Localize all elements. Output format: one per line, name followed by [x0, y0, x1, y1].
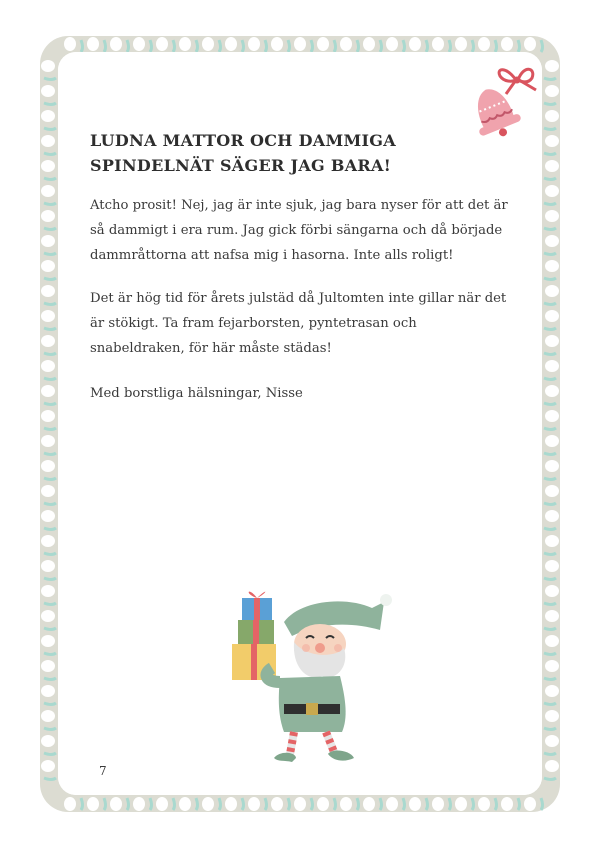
border-scallop: [545, 610, 559, 622]
border-sprig: [44, 78, 56, 80]
border-sprig: [544, 103, 556, 105]
page-number: 7: [99, 764, 107, 778]
border-sprig: [44, 203, 56, 205]
border-scallop: [478, 797, 490, 811]
border-scallop: [87, 797, 99, 811]
border-scallop: [156, 37, 168, 51]
border-sprig: [544, 203, 556, 205]
border-sprig: [544, 603, 556, 605]
border-sprig: [44, 503, 56, 505]
border-scallop: [271, 797, 283, 811]
border-sprig: [544, 353, 556, 355]
border-sprig: [544, 528, 556, 530]
border-scallop: [41, 310, 55, 322]
border-scallop: [225, 37, 237, 51]
border-scallop: [41, 460, 55, 472]
border-sprig: [44, 753, 56, 755]
border-scallop: [545, 585, 559, 597]
border-scallop: [41, 360, 55, 372]
border-scallop: [363, 37, 375, 51]
border-scallop: [64, 37, 76, 51]
border-scallop: [179, 37, 191, 51]
border-sprig: [380, 40, 382, 52]
border-sprig: [357, 798, 359, 810]
border-sprig: [472, 40, 474, 52]
elf-with-gifts-illustration: [222, 582, 402, 774]
border-scallop: [41, 260, 55, 272]
border-sprig: [44, 328, 56, 330]
border-scallop: [386, 797, 398, 811]
border-scallop: [133, 37, 145, 51]
border-scallop: [545, 460, 559, 472]
border-scallop: [545, 535, 559, 547]
border-sprig: [219, 40, 221, 52]
border-scallop: [545, 760, 559, 772]
border-sprig: [495, 798, 497, 810]
border-scallop: [248, 37, 260, 51]
border-scallop: [225, 797, 237, 811]
border-sprig: [544, 728, 556, 730]
border-scallop: [545, 210, 559, 222]
border-sprig: [495, 40, 497, 52]
border-sprig: [334, 798, 336, 810]
title-line-2: SPINDELNÄT SÄGER JAG BARA!: [90, 156, 392, 175]
border-sprig: [127, 798, 129, 810]
page-title: [90, 128, 510, 178]
border-sprig: [81, 40, 83, 52]
border-sprig: [544, 428, 556, 430]
border-scallop: [545, 185, 559, 197]
border-sprig: [44, 353, 56, 355]
border-sprig: [544, 503, 556, 505]
border-sprig: [544, 628, 556, 630]
border-scallop: [87, 37, 99, 51]
border-scallop: [363, 797, 375, 811]
border-sprig: [541, 40, 543, 52]
border-sprig: [288, 40, 290, 52]
border-scallop: [248, 797, 260, 811]
border-scallop: [545, 85, 559, 97]
border-sprig: [544, 478, 556, 480]
border-scallop: [545, 260, 559, 272]
border-sprig: [150, 40, 152, 52]
border-sprig: [426, 798, 428, 810]
border-scallop: [432, 37, 444, 51]
border-sprig: [44, 378, 56, 380]
border-scallop: [110, 37, 122, 51]
border-sprig: [403, 798, 405, 810]
border-scallop: [340, 37, 352, 51]
border-sprig: [518, 40, 520, 52]
signature-line: Med borstliga hälsningar, Nisse: [90, 386, 303, 401]
border-scallop: [41, 160, 55, 172]
border-sprig: [44, 578, 56, 580]
border-scallop: [545, 410, 559, 422]
border-scallop: [545, 310, 559, 322]
border-scallop: [386, 37, 398, 51]
border-scallop: [294, 797, 306, 811]
border-sprig: [44, 153, 56, 155]
border-scallop: [133, 797, 145, 811]
border-scallop: [41, 585, 55, 597]
border-scallop: [478, 37, 490, 51]
border-sprig: [544, 328, 556, 330]
border-sprig: [44, 603, 56, 605]
border-sprig: [472, 798, 474, 810]
border-sprig: [242, 40, 244, 52]
border-sprig: [449, 798, 451, 810]
border-sprig: [242, 798, 244, 810]
border-scallop: [545, 335, 559, 347]
border-sprig: [44, 228, 56, 230]
border-sprig: [196, 40, 198, 52]
border-scallop: [545, 435, 559, 447]
border-scallop: [41, 435, 55, 447]
border-sprig: [544, 678, 556, 680]
christmas-bell-icon: [456, 62, 540, 142]
border-sprig: [44, 278, 56, 280]
border-sprig: [544, 153, 556, 155]
border-sprig: [544, 753, 556, 755]
border-scallop: [545, 685, 559, 697]
border-sprig: [380, 798, 382, 810]
border-scallop: [545, 735, 559, 747]
border-scallop: [317, 797, 329, 811]
border-scallop: [545, 560, 559, 572]
border-scallop: [41, 635, 55, 647]
border-sprig: [44, 128, 56, 130]
border-sprig: [44, 553, 56, 555]
border-scallop: [41, 185, 55, 197]
border-sprig: [334, 40, 336, 52]
border-sprig: [44, 653, 56, 655]
border-scallop: [156, 797, 168, 811]
border-sprig: [173, 40, 175, 52]
border-scallop: [41, 85, 55, 97]
border-sprig: [288, 798, 290, 810]
border-sprig: [44, 478, 56, 480]
border-scallop: [110, 797, 122, 811]
border-scallop: [501, 37, 513, 51]
border-sprig: [544, 128, 556, 130]
border-scallop: [455, 37, 467, 51]
border-sprig: [219, 798, 221, 810]
border-scallop: [41, 210, 55, 222]
border-scallop: [41, 235, 55, 247]
border-sprig: [150, 798, 152, 810]
border-scallop: [340, 797, 352, 811]
border-sprig: [44, 178, 56, 180]
border-scallop: [41, 385, 55, 397]
border-sprig: [44, 778, 56, 780]
border-scallop: [41, 335, 55, 347]
border-scallop: [41, 760, 55, 772]
border-scallop: [41, 710, 55, 722]
border-sprig: [544, 278, 556, 280]
border-scallop: [271, 37, 283, 51]
border-sprig: [518, 798, 520, 810]
border-sprig: [104, 798, 106, 810]
border-scallop: [455, 797, 467, 811]
border-sprig: [44, 253, 56, 255]
border-scallop: [294, 37, 306, 51]
border-sprig: [173, 798, 175, 810]
border-sprig: [44, 703, 56, 705]
border-scallop: [524, 37, 536, 51]
paragraph-2: Det är hög tid för årets julstäd då Jultomten inte gillar när det är stökigt. Ta fram fejarborsten, pyntetrasan och snabeldraken, för här måste städas!: [90, 291, 507, 356]
border-scallop: [202, 37, 214, 51]
border-scallop: [41, 510, 55, 522]
border-scallop: [432, 797, 444, 811]
border-scallop: [545, 710, 559, 722]
border-sprig: [544, 453, 556, 455]
border-sprig: [44, 453, 56, 455]
border-scallop: [545, 110, 559, 122]
border-scallop: [41, 410, 55, 422]
border-sprig: [311, 40, 313, 52]
border-scallop: [409, 797, 421, 811]
border-scallop: [41, 485, 55, 497]
border-sprig: [544, 403, 556, 405]
border-scallop: [524, 797, 536, 811]
border-scallop: [41, 660, 55, 672]
border-sprig: [544, 653, 556, 655]
border-sprig: [544, 703, 556, 705]
border-scallop: [545, 485, 559, 497]
border-sprig: [544, 553, 556, 555]
border-sprig: [44, 103, 56, 105]
border-scallop: [202, 797, 214, 811]
border-scallop: [545, 660, 559, 672]
border-sprig: [265, 798, 267, 810]
border-scallop: [41, 735, 55, 747]
border-sprig: [357, 40, 359, 52]
border-scallop: [545, 385, 559, 397]
border-scallop: [545, 510, 559, 522]
border-scallop: [179, 797, 191, 811]
border-sprig: [541, 798, 543, 810]
border-scallop: [545, 235, 559, 247]
border-sprig: [81, 798, 83, 810]
border-scallop: [545, 160, 559, 172]
border-sprig: [544, 228, 556, 230]
border-sprig: [127, 40, 129, 52]
border-sprig: [544, 303, 556, 305]
border-sprig: [44, 728, 56, 730]
border-sprig: [544, 578, 556, 580]
border-scallop: [41, 685, 55, 697]
border-sprig: [449, 40, 451, 52]
border-sprig: [544, 178, 556, 180]
paragraph-1: Atcho prosit! Nej, jag är inte sjuk, jag bara nyser för att det är så dammigt i era rum. Jag gick förbi sängarna och då började dammråttorna att nafsa mig i hasorna. Inte alls roligt!: [90, 198, 508, 263]
border-sprig: [44, 403, 56, 405]
border-sprig: [403, 40, 405, 52]
border-sprig: [426, 40, 428, 52]
border-scallop: [317, 37, 329, 51]
border-scallop: [41, 535, 55, 547]
border-scallop: [545, 135, 559, 147]
border-scallop: [501, 797, 513, 811]
title-line-1: LUDNA MATTOR OCH DAMMIGA: [90, 131, 396, 150]
border-scallop: [41, 560, 55, 572]
border-sprig: [44, 528, 56, 530]
border-sprig: [311, 798, 313, 810]
border-scallop: [41, 610, 55, 622]
border-sprig: [44, 428, 56, 430]
border-sprig: [544, 378, 556, 380]
border-sprig: [44, 303, 56, 305]
border-scallop: [64, 797, 76, 811]
border-scallop: [545, 635, 559, 647]
border-scallop: [409, 37, 421, 51]
border-sprig: [265, 40, 267, 52]
border-scallop: [41, 110, 55, 122]
border-scallop: [545, 360, 559, 372]
border-scallop: [545, 60, 559, 72]
border-sprig: [544, 78, 556, 80]
border-sprig: [544, 253, 556, 255]
border-scallop: [545, 285, 559, 297]
border-scallop: [41, 60, 55, 72]
border-sprig: [44, 628, 56, 630]
border-scallop: [41, 135, 55, 147]
border-sprig: [544, 778, 556, 780]
border-sprig: [104, 40, 106, 52]
border-sprig: [44, 678, 56, 680]
border-sprig: [196, 798, 198, 810]
border-scallop: [41, 285, 55, 297]
